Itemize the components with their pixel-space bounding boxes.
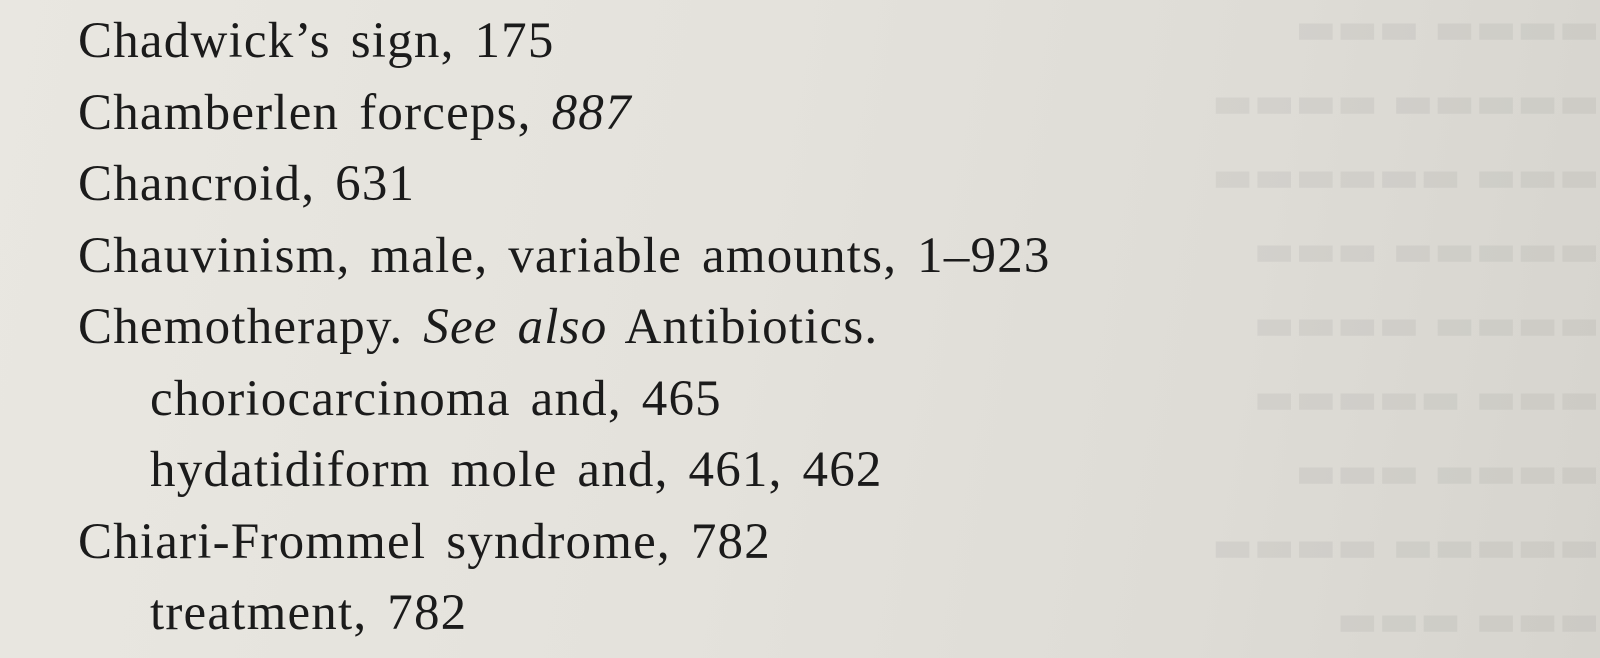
- index-page-ref: 461, 462: [688, 442, 883, 498]
- index-entry: [78, 507, 1051, 579]
- index-term: Chamberlen forceps,: [78, 84, 552, 141]
- index-term: Chemotherapy.: [78, 299, 424, 355]
- index-subentry: [78, 578, 1051, 650]
- index-page-ref: 1–923: [917, 227, 1051, 284]
- index-page-ref: 782: [387, 585, 468, 641]
- index-term: Chancroid,: [78, 156, 336, 212]
- index-entry: [78, 78, 1051, 150]
- see-also-label: See also: [423, 299, 608, 355]
- index-page-ref: 887: [551, 84, 632, 141]
- index-term: hydatidiform mole and,: [150, 442, 689, 498]
- index-page-ref: 631: [335, 156, 416, 212]
- bleed-through-text: ▬▬▬▬ ▬▬▬ ▬▬▬▬▬ ▬▬▬▬ ▬▬▬ ▬▬▬▬▬▬ ▬▬▬▬▬ ▬▬▬ ▬▬▬▬ ▬▬▬▬ ▬▬▬ ▬▬▬▬▬ ▬▬▬▬ ▬▬▬ ▬▬▬▬▬ ▬▬▬▬ ▬▬▬ ▬▬▬: [1211, 3, 1600, 646]
- see-also-target: Antibiotics.: [607, 299, 879, 355]
- index-subentry: [78, 364, 1051, 436]
- index-term: Chiari-Frommel syndrome,: [78, 513, 691, 570]
- index-term: Chauvinism, male, variable amounts,: [78, 227, 918, 284]
- index-subentry: [78, 435, 1051, 507]
- index-entry: [78, 149, 1051, 221]
- index-term: choriocarcinoma and,: [150, 370, 642, 427]
- index-entry: [78, 6, 1051, 78]
- index-entry: [78, 292, 1051, 364]
- index-page-ref: 782: [690, 513, 771, 570]
- index-page-ref: 175: [474, 13, 555, 69]
- index-term: treatment,: [150, 585, 388, 641]
- index-entry-list: [78, 6, 1051, 650]
- index-page-ref: 465: [641, 370, 722, 427]
- index-term: Chadwick’s sign,: [78, 13, 475, 69]
- index-entry: [78, 221, 1051, 293]
